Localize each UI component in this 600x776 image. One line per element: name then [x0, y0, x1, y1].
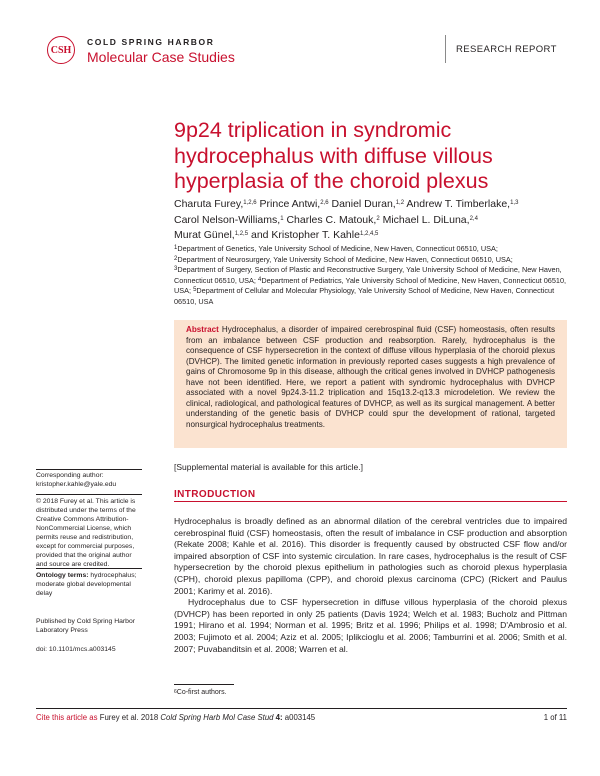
supplemental-note: [Supplemental material is available for this article.]: [174, 462, 363, 472]
article-type: RESEARCH REPORT: [456, 44, 557, 55]
doi[interactable]: doi: 10.1101/mcs.a003145: [36, 646, 116, 653]
paragraph: Hydrocephalus due to CSF hypersecretion in diffuse villous hyperplasia of the choroid plexus (DVHCP) has been reported in only 25 patients (Davis 1924; Welch et al. 1983; Bucholz and Pittman 1991; Hirano et al. 1994; Norman et al. 1995; Britz et al. 1996; Philips et al. 1998; D'Ambrosio et al. 2003; Fujimoto et al. 2004; Aziz et al. 2005; Iplikcioglu et al. 2006; Tamburrini et al. 2006; Smith et al. 2007; Puvabanditsin et al. 2008; Warren et al.: [174, 597, 567, 654]
author: and Kristopher T. Kahle$^{1,2,4,5}$: [250, 229, 379, 241]
footnote-rule: [174, 684, 234, 685]
section-rule: [174, 501, 567, 502]
corresponding-email[interactable]: kristopher.kahle@yale.edu: [36, 481, 117, 488]
author: Andrew T. Timberlake,$^{1,3}$: [406, 198, 519, 210]
author: Michael L. DiLuna,$^{2,4}$: [382, 213, 478, 226]
csh-logo-icon: CSH: [47, 36, 75, 64]
footer-rule: [36, 708, 567, 709]
sidebar-divider: [36, 568, 142, 569]
license-text: © 2018 Furey et al. This article is distributed under the terms of the Creative Commons Attribution-NonCommercial License, which permits reuse and redistribution, except for commercial purposes, provided that the original author and source are credited.: [36, 498, 136, 568]
author-list: [174, 197, 564, 244]
abstract-text: Hydrocephalus, a disorder of impaired cerebrospinal fluid (CSF) homeostasis, often results from an imbalance between CSF production and reabsorption. Rarely, hydrocephalus is the consequence of CSF hypersecretion in the context of diffuse villous hyperplasia of the choroid plexus (DVHCP). The limited genetic information in previously reported cases suggests a high prevalence of gains of Chromosome 9p in this disease, although the critical genes involved in DVHCP pathogenesis have not been identified. Here, we report a patient with syndromic hydrocephalus with DVHCP associated with a novel 9p24.3-11.2 triplication and 15q13.2-q13.3 microdeletion. We review the clinical, radiological, and pathological features of DVHCP, as well as its surgical management. A better understanding of the genetic basis of DVHCP could spur the development of rational, targeted nonsurgical hydrocephalus treatments.: [186, 325, 555, 429]
sidebar-divider: [36, 469, 142, 470]
abstract-box: [174, 320, 567, 448]
author: Carol Nelson-Williams,$^1$: [174, 213, 284, 226]
ontology-terms: Ontology terms: hydrocephalus; moderate global developmental delay: [36, 572, 137, 597]
author: Daniel Duran,$^{1,2}$: [331, 198, 405, 210]
section-heading-introduction: INTRODUCTION: [174, 489, 256, 500]
page-number: 1 of 11: [543, 713, 567, 722]
header-divider: [445, 35, 446, 63]
introduction-body: [174, 516, 567, 655]
author: Prince Antwi,$^{2,6}$: [259, 198, 329, 210]
article-title: 9p24 triplication in syndromic hydrocephalus with diffuse villous hyperplasia of the choroid plexus: [174, 118, 493, 193]
author: Murat Günel,$^{1,2,5}$: [174, 229, 249, 241]
affiliation: $^1$Department of Genetics, Yale University School of Medicine, New Haven, Connecticut 06510, USA;: [174, 244, 498, 253]
sidebar-divider: [36, 494, 142, 495]
organization-name: COLD SPRING HARBOR: [87, 37, 215, 47]
citation-line: Cite this article as Furey et al. 2018 Cold Spring Harb Mol Case Stud 4: a003145: [36, 713, 316, 722]
journal-name: Molecular Case Studies: [87, 49, 235, 65]
paragraph: Hydrocephalus is broadly defined as an abnormal dilation of the cerebral ventricles due to impaired cerebrospinal fluid (CSF) homeostasis, often the result of imbalance in CSF production and absorption (Rekate 2008; Kahle et al. 2016). This disorder is frequently caused by obstructed CSF flow and/or impaired absorption of CSF into systemic circulation. In rare cases, hydrocephalus is the result of CSF hypersecretion by the choroid plexus epithelium in pathologies such as choroid plexus hyperplasia (CPH), choroid plexus papilloma (CPP), and choroid plexus carcinoma (CPC) (Rickert and Paulus 2001; Karimy et al. 2016).: [174, 516, 567, 596]
affiliations: [174, 244, 567, 308]
author: Charuta Furey,$^{1,2,6}$: [174, 198, 257, 210]
publisher-note: Published by Cold Spring Harbor Laboratory Press: [36, 618, 135, 634]
author: Charles C. Matouk,$^2$: [286, 213, 380, 226]
cite-label: Cite this article as: [36, 713, 98, 722]
abstract-label: Abstract: [186, 325, 219, 334]
affiliation: $^3$Department of Surgery, Section of Plastic and Reconstructive Surgery, Yale University School of Medicine, New Haven, Connecticut 06510, USA; $^4$Department of Pediatrics, Yale University School of Medicine, New Haven, Connecticut 06510, USA; $^5$Department of Cellular and Molecular Physiology, Yale University School of Medicine, New Haven, Connecticut 06510, USA: [174, 265, 567, 306]
footnote: $^6$Co-first authors.: [174, 689, 227, 696]
affiliation: $^2$Department of Neurosurgery, Yale University School of Medicine, New Haven, Connecticut 06510, USA;: [174, 254, 513, 264]
corresponding-author: Corresponding author: kristopher.kahle@yale.edu: [36, 471, 142, 489]
